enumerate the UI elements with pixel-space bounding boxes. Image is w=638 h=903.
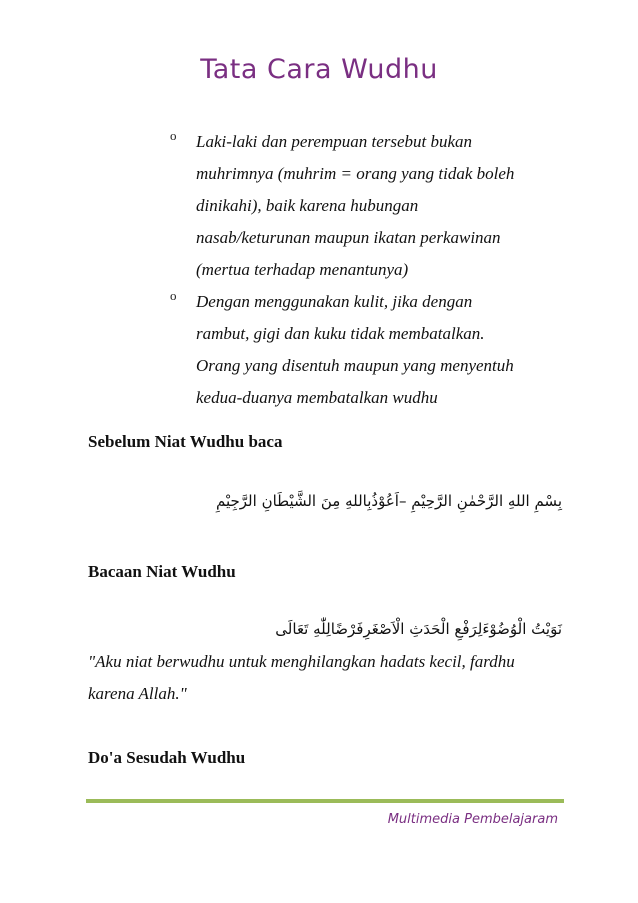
niat-translation: [88, 646, 558, 710]
text-line: dinikahi), baik karena hubungan: [196, 196, 419, 215]
bullet-marker: o: [170, 128, 177, 143]
section-heading-doa: Do'a Sesudah Wudhu: [88, 748, 246, 767]
list-item-text: [196, 286, 590, 414]
text-line: rambut, gigi dan kuku tidak membatalkan.: [196, 324, 485, 343]
text-line: muhrimnya (muhrim = orang yang tidak boleh: [196, 164, 515, 183]
arabic-niat: نَوَيْتُ الْوُضُوْءَلِرَفْعِ الْحَدَثِ الْاَصْغَرِفَرْضًالِلّٰهِ تَعَالَى: [275, 620, 562, 638]
bullet-list: [170, 126, 590, 414]
section-heading-niat: Bacaan Niat Wudhu: [88, 562, 236, 581]
bullet-marker: o: [170, 288, 177, 303]
list-item-text: [196, 126, 590, 286]
footer-text: Multimedia Pembelajaram: [387, 812, 558, 827]
arabic-basmalah: بِسْمِ اللهِ الرَّحْمٰنِ الرَّحِيْمِ –اَعُوْذُبِاللهِ مِنَ الشَّيْطَانِ الرَّجِيْمِ: [216, 492, 562, 510]
text-line: Dengan menggunakan kulit, jika dengan: [196, 292, 473, 311]
list-item: [170, 126, 590, 286]
page-title: Tata Cara Wudhu: [200, 54, 438, 85]
text-line: nasab/keturunan maupun ikatan perkawinan: [196, 228, 501, 247]
footer-divider: [86, 799, 564, 803]
text-line: Orang yang disentuh maupun yang menyentuh: [196, 356, 514, 375]
section-heading-before-niat: Sebelum Niat Wudhu baca: [88, 432, 283, 451]
text-line: kedua-duanya membatalkan wudhu: [196, 388, 438, 407]
text-line: (mertua terhadap menantunya): [196, 260, 409, 279]
text-line: Laki-laki dan perempuan tersebut bukan: [196, 132, 473, 151]
text-line: karena Allah.": [88, 684, 187, 703]
list-item: [170, 286, 590, 414]
text-line: "Aku niat berwudhu untuk menghilangkan hadats kecil, fardhu: [88, 652, 515, 671]
